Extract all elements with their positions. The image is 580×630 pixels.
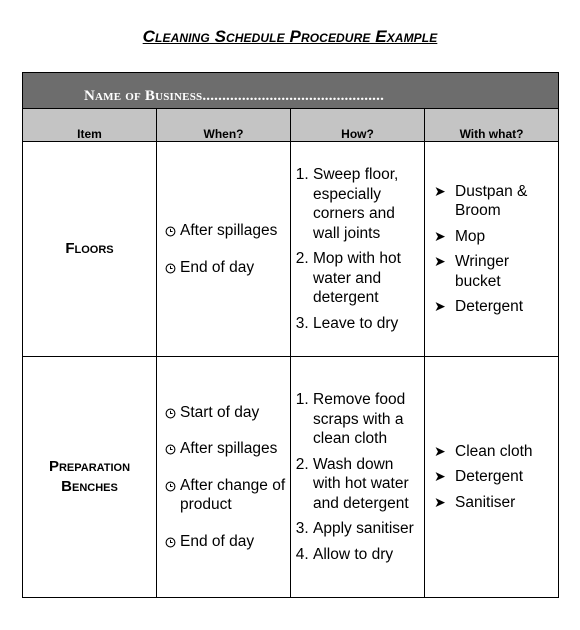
list-item: 2. Mop with hot water and detergent <box>313 249 424 308</box>
arrow-right-icon: ➤ <box>434 227 446 244</box>
business-name-row <box>23 73 559 109</box>
clock-icon <box>165 444 176 455</box>
cleaning-schedule-table <box>22 72 559 598</box>
arrow-right-icon: ➤ <box>434 298 446 314</box>
table-row <box>23 357 559 598</box>
table-row <box>23 142 559 357</box>
arrow-right-icon: ➤ <box>434 253 446 269</box>
how-cell <box>291 357 425 598</box>
list-item: 3. Leave to dry <box>313 314 424 334</box>
list-item: ➤ Dustpan & Broom <box>434 182 528 219</box>
arrow-right-icon: ➤ <box>434 493 446 510</box>
list-item: 2. Wash down with hot water and detergent <box>313 455 424 514</box>
with-what-cell <box>425 357 559 598</box>
list-item: ➤ Wringer bucket <box>434 253 509 290</box>
list-item: ➤ Clean cloth <box>434 442 533 460</box>
clock-icon <box>165 263 176 274</box>
arrow-right-icon: ➤ <box>434 468 446 485</box>
clock-icon <box>165 226 176 237</box>
list-item: 1. Sweep floor, especially corners and wall joints <box>313 165 424 243</box>
clock-icon <box>165 408 176 419</box>
business-name-label: Name of Business.............................................. <box>84 88 385 104</box>
clock-icon <box>165 537 176 548</box>
arrow-right-icon: ➤ <box>434 182 446 199</box>
with-what-cell <box>425 142 559 357</box>
list-item: 3. Apply sanitiser <box>313 519 424 539</box>
item-cell: Preparation Benches <box>23 357 157 598</box>
clock-icon <box>165 481 176 492</box>
how-cell <box>291 142 425 357</box>
list-item: ➤ Mop <box>434 227 486 245</box>
when-cell <box>157 357 291 598</box>
list-item: ➤ Detergent <box>434 468 524 486</box>
list-item: ➤ Sanitiser <box>434 493 516 511</box>
when-cell <box>157 142 291 357</box>
header-row <box>23 109 559 142</box>
column-header-item: Item <box>23 109 157 142</box>
list-item: After spillages <box>165 439 290 459</box>
item-cell: Floors <box>23 142 157 357</box>
arrow-right-icon: ➤ <box>434 442 446 459</box>
list-item: End of day <box>165 258 290 278</box>
list-item: Start of day <box>165 403 290 423</box>
document-title: Cleaning Schedule Procedure Example <box>142 27 438 46</box>
list-item: ➤ Detergent <box>434 298 524 315</box>
list-item: After spillages <box>165 221 290 241</box>
list-item: End of day <box>165 532 290 552</box>
list-item: 1. Remove food scraps with a clean cloth <box>313 390 424 449</box>
column-header-with-what: With what? <box>425 109 559 142</box>
list-item: 4. Allow to dry <box>313 545 424 565</box>
list-item: After change of product <box>165 476 290 515</box>
column-header-when: When? <box>157 109 291 142</box>
column-header-how: How? <box>291 109 425 142</box>
